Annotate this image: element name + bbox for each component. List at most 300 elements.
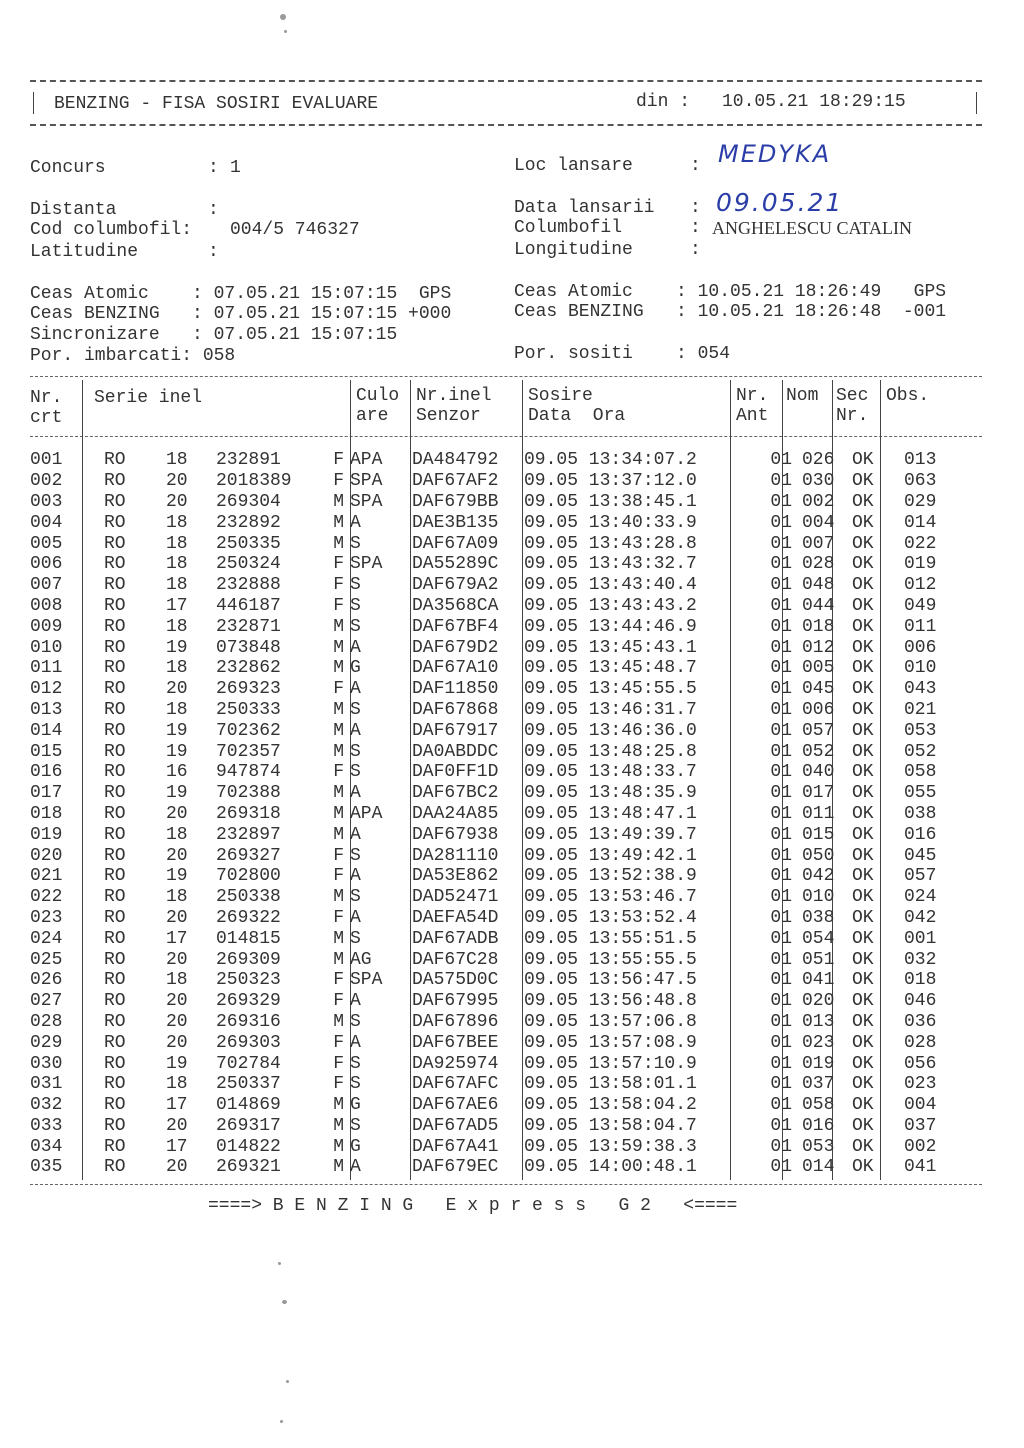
- col-senzor: Senzor: [416, 406, 481, 426]
- row-nom: 002: [802, 491, 835, 512]
- row-antenna: 01: [770, 491, 792, 512]
- row-color: A: [350, 637, 361, 658]
- row-sex: F: [333, 554, 344, 575]
- row-obs: 052: [904, 741, 937, 762]
- row-nr-crt: 019: [30, 824, 63, 845]
- row-color: S: [350, 741, 361, 762]
- row-color: A: [350, 866, 361, 887]
- row-arrival-time: 09.05 13:46:31.7: [524, 699, 697, 720]
- row-country: RO: [104, 866, 126, 887]
- row-sex: M: [333, 803, 344, 824]
- sincronizare: Sincronizare : 07.05.21 15:07:15: [30, 325, 398, 345]
- row-antenna: 01: [770, 1053, 792, 1074]
- row-nr-crt: 032: [30, 1095, 63, 1116]
- row-sex: M: [333, 637, 344, 658]
- table-row: [30, 845, 964, 866]
- row-ring-year: 18: [166, 887, 188, 908]
- row-ring-year: 20: [166, 471, 188, 492]
- scan-speck: [280, 14, 286, 20]
- loc-lansare-label: Loc lansare: [514, 156, 633, 176]
- row-ring-number: 269317: [216, 1115, 281, 1136]
- header-top-rule: [30, 80, 982, 82]
- row-country: RO: [104, 512, 126, 533]
- row-color: SPA: [350, 970, 383, 991]
- table-row: [30, 1116, 964, 1137]
- table-row: [30, 471, 964, 492]
- table-row: [30, 887, 964, 908]
- row-color: APA: [350, 803, 383, 824]
- row-sensor-ring: DAF67BC2: [412, 783, 499, 804]
- row-obs: 058: [904, 762, 937, 783]
- row-antenna: 01: [770, 970, 792, 991]
- row-nr-crt: 013: [30, 699, 63, 720]
- row-nom: 045: [802, 679, 835, 700]
- ceas-benzing-start: Ceas BENZING : 07.05.21 15:07:15 +000: [30, 304, 452, 324]
- row-ring-number: 269327: [216, 845, 281, 866]
- row-arrival-time: 09.05 13:48:47.1: [524, 803, 697, 824]
- row-ring-year: 18: [166, 1074, 188, 1095]
- row-arrival-time: 09.05 14:00:48.1: [524, 1157, 697, 1178]
- row-sex: M: [333, 887, 344, 908]
- row-country: RO: [104, 991, 126, 1012]
- row-ring-year: 18: [166, 450, 188, 471]
- row-sec: OK: [852, 949, 874, 970]
- table-row: [30, 616, 964, 637]
- table-row: [30, 908, 964, 929]
- row-ring-year: 20: [166, 1032, 188, 1053]
- row-sec: OK: [852, 554, 874, 575]
- row-antenna: 01: [770, 471, 792, 492]
- arrivals-table: [30, 450, 964, 1178]
- row-color: S: [350, 1053, 361, 1074]
- row-ring-year: 17: [166, 1136, 188, 1157]
- row-color: A: [350, 907, 361, 928]
- concurs-label: Concurs: [30, 158, 106, 178]
- table-row: [30, 512, 964, 533]
- row-nr-crt: 012: [30, 679, 63, 700]
- row-ring-year: 17: [166, 928, 188, 949]
- row-antenna: 01: [770, 928, 792, 949]
- row-ring-number: 250333: [216, 699, 281, 720]
- data-lansarii-value: 09.05.21: [716, 188, 844, 217]
- row-obs: 006: [904, 637, 937, 658]
- row-sec: OK: [852, 928, 874, 949]
- row-color: S: [350, 1011, 361, 1032]
- row-color: S: [350, 1074, 361, 1095]
- row-sensor-ring: DA3568CA: [412, 595, 499, 616]
- row-sec: OK: [852, 575, 874, 596]
- row-color: S: [350, 762, 361, 783]
- row-sec: OK: [852, 991, 874, 1012]
- concurs-value: 1: [230, 158, 241, 178]
- row-ring-number: 269322: [216, 907, 281, 928]
- row-nom: 016: [802, 1115, 835, 1136]
- row-country: RO: [104, 741, 126, 762]
- row-sec: OK: [852, 1053, 874, 1074]
- ceas-atomic-end: Ceas Atomic : 10.05.21 18:26:49 GPS: [514, 282, 947, 302]
- row-nr-crt: 024: [30, 928, 63, 949]
- row-antenna: 01: [770, 762, 792, 783]
- table-header-top-rule: [30, 376, 982, 377]
- row-sensor-ring: DAF67A09: [412, 533, 499, 554]
- row-arrival-time: 09.05 13:38:45.1: [524, 491, 697, 512]
- row-ring-number: 232862: [216, 658, 281, 679]
- row-ring-year: 20: [166, 679, 188, 700]
- footer-brand: ====> B E N Z I N G E x p r e s s G 2 <====: [208, 1196, 738, 1216]
- row-sensor-ring: DAF11850: [412, 679, 499, 700]
- row-nom: 052: [802, 741, 835, 762]
- row-arrival-time: 09.05 13:46:36.0: [524, 720, 697, 741]
- row-arrival-time: 09.05 13:43:43.2: [524, 595, 697, 616]
- ceas-benzing-end: Ceas BENZING : 10.05.21 18:26:48 -001: [514, 302, 947, 322]
- row-sensor-ring: DAF67AF2: [412, 471, 499, 492]
- row-sec: OK: [852, 866, 874, 887]
- row-nom: 042: [802, 866, 835, 887]
- row-nom: 012: [802, 637, 835, 658]
- row-sec: OK: [852, 491, 874, 512]
- row-nr-crt: 009: [30, 616, 63, 637]
- row-sec: OK: [852, 450, 874, 471]
- row-nr-crt: 033: [30, 1115, 63, 1136]
- row-ring-number: 014822: [216, 1136, 281, 1157]
- row-sensor-ring: DAF67AFC: [412, 1074, 499, 1095]
- row-ring-number: 232891: [216, 450, 281, 471]
- row-sec: OK: [852, 512, 874, 533]
- row-sensor-ring: DAF67995: [412, 991, 499, 1012]
- row-sensor-ring: DAA24A85: [412, 803, 499, 824]
- row-sex: F: [333, 970, 344, 991]
- row-sensor-ring: DAF67AD5: [412, 1115, 499, 1136]
- table-row: [30, 804, 964, 825]
- row-ring-number: 014869: [216, 1095, 281, 1116]
- row-sex: F: [333, 866, 344, 887]
- col-nom: Nom: [786, 386, 819, 406]
- report-title: BENZING - FISA SOSIRI EVALUARE: [54, 94, 379, 114]
- latitudine-colon: :: [208, 242, 219, 262]
- row-sensor-ring: DAF67A10: [412, 658, 499, 679]
- row-obs: 032: [904, 949, 937, 970]
- row-ring-number: 947874: [216, 762, 281, 783]
- row-ring-number: 702357: [216, 741, 281, 762]
- row-obs: 042: [904, 907, 937, 928]
- row-nom: 030: [802, 471, 835, 492]
- row-sec: OK: [852, 1011, 874, 1032]
- row-obs: 055: [904, 783, 937, 804]
- row-nr-crt: 021: [30, 866, 63, 887]
- row-obs: 018: [904, 970, 937, 991]
- row-obs: 056: [904, 1053, 937, 1074]
- row-ring-number: 250323: [216, 970, 281, 991]
- row-sex: M: [333, 616, 344, 637]
- row-sec: OK: [852, 1157, 874, 1178]
- row-nr-crt: 010: [30, 637, 63, 658]
- columbofil-colon: :: [690, 218, 701, 238]
- row-nr-crt: 018: [30, 803, 63, 824]
- row-sex: M: [333, 1011, 344, 1032]
- row-ring-number: 232892: [216, 512, 281, 533]
- row-sex: M: [333, 1136, 344, 1157]
- data-lansarii-colon: :: [690, 198, 701, 218]
- row-nr-crt: 034: [30, 1136, 63, 1157]
- data-lansarii-label: Data lansarii: [514, 198, 655, 218]
- row-nom: 038: [802, 907, 835, 928]
- row-antenna: 01: [770, 533, 792, 554]
- row-arrival-time: 09.05 13:45:43.1: [524, 637, 697, 658]
- row-obs: 036: [904, 1011, 937, 1032]
- row-ring-year: 20: [166, 845, 188, 866]
- row-sensor-ring: DAF67C28: [412, 949, 499, 970]
- porumbei-sositi: Por. sositi : 054: [514, 344, 731, 364]
- table-row: [30, 970, 964, 991]
- row-country: RO: [104, 1136, 126, 1157]
- row-sex: F: [333, 907, 344, 928]
- row-country: RO: [104, 928, 126, 949]
- row-nr-crt: 022: [30, 887, 63, 908]
- row-sec: OK: [852, 637, 874, 658]
- row-country: RO: [104, 887, 126, 908]
- row-arrival-time: 09.05 13:57:06.8: [524, 1011, 697, 1032]
- row-color: A: [350, 783, 361, 804]
- row-antenna: 01: [770, 616, 792, 637]
- row-arrival-time: 09.05 13:53:52.4: [524, 907, 697, 928]
- row-nr-crt: 020: [30, 845, 63, 866]
- row-ring-year: 19: [166, 783, 188, 804]
- row-ring-number: 702800: [216, 866, 281, 887]
- row-color: S: [350, 1115, 361, 1136]
- row-nom: 057: [802, 720, 835, 741]
- row-ring-year: 19: [166, 866, 188, 887]
- row-sensor-ring: DA484792: [412, 450, 499, 471]
- row-sex: F: [333, 471, 344, 492]
- row-antenna: 01: [770, 949, 792, 970]
- row-ring-number: 232897: [216, 824, 281, 845]
- row-ring-number: 232888: [216, 575, 281, 596]
- row-nom: 006: [802, 699, 835, 720]
- col-sosire: Sosire: [528, 386, 593, 406]
- row-sec: OK: [852, 1095, 874, 1116]
- row-antenna: 01: [770, 887, 792, 908]
- row-nom: 011: [802, 803, 835, 824]
- row-sensor-ring: DAE3B135: [412, 512, 499, 533]
- row-sensor-ring: DAF67938: [412, 824, 499, 845]
- col-sec-bottom: Nr.: [836, 406, 869, 426]
- row-ring-number: 250324: [216, 554, 281, 575]
- table-row: [30, 1157, 964, 1178]
- row-ring-number: 269303: [216, 1032, 281, 1053]
- col-obs: Obs.: [886, 386, 930, 406]
- row-ring-number: 269323: [216, 679, 281, 700]
- row-sex: M: [333, 491, 344, 512]
- table-row: [30, 575, 964, 596]
- row-sex: M: [333, 1157, 344, 1178]
- row-nr-crt: 017: [30, 783, 63, 804]
- row-sec: OK: [852, 1074, 874, 1095]
- row-ring-year: 17: [166, 1095, 188, 1116]
- row-sex: M: [333, 824, 344, 845]
- scan-speck: [286, 1380, 289, 1383]
- row-sensor-ring: DAF67896: [412, 1011, 499, 1032]
- row-color: A: [350, 1157, 361, 1178]
- table-row: [30, 1074, 964, 1095]
- row-antenna: 01: [770, 658, 792, 679]
- row-ring-year: 20: [166, 1115, 188, 1136]
- row-sec: OK: [852, 1032, 874, 1053]
- row-country: RO: [104, 1032, 126, 1053]
- row-sec: OK: [852, 887, 874, 908]
- row-ring-number: 269321: [216, 1157, 281, 1178]
- row-obs: 041: [904, 1157, 937, 1178]
- scan-speck: [280, 1420, 283, 1423]
- row-nr-crt: 026: [30, 970, 63, 991]
- row-nr-crt: 002: [30, 471, 63, 492]
- row-arrival-time: 09.05 13:52:38.9: [524, 866, 697, 887]
- row-nom: 017: [802, 783, 835, 804]
- row-nom: 028: [802, 554, 835, 575]
- row-ring-number: 702362: [216, 720, 281, 741]
- row-nr-crt: 011: [30, 658, 63, 679]
- row-nom: 040: [802, 762, 835, 783]
- row-ring-number: 269318: [216, 803, 281, 824]
- loc-lansare-value: MEDYKA: [718, 140, 832, 168]
- row-country: RO: [104, 575, 126, 596]
- latitudine-label: Latitudine: [30, 242, 139, 262]
- row-color: SPA: [350, 491, 383, 512]
- row-sec: OK: [852, 1136, 874, 1157]
- row-antenna: 01: [770, 512, 792, 533]
- row-obs: 045: [904, 845, 937, 866]
- row-nr-crt: 005: [30, 533, 63, 554]
- row-ring-year: 18: [166, 575, 188, 596]
- row-sex: F: [333, 450, 344, 471]
- col-nr-ant-top: Nr.: [736, 386, 769, 406]
- row-sensor-ring: DA925974: [412, 1053, 499, 1074]
- row-ring-year: 18: [166, 554, 188, 575]
- row-arrival-time: 09.05 13:34:07.2: [524, 450, 697, 471]
- row-arrival-time: 09.05 13:45:55.5: [524, 679, 697, 700]
- row-sec: OK: [852, 783, 874, 804]
- col-crt: crt: [30, 408, 63, 428]
- row-arrival-time: 09.05 13:59:38.3: [524, 1136, 697, 1157]
- row-country: RO: [104, 1095, 126, 1116]
- row-color: S: [350, 595, 361, 616]
- row-sec: OK: [852, 762, 874, 783]
- row-color: SPA: [350, 554, 383, 575]
- row-sec: OK: [852, 803, 874, 824]
- row-country: RO: [104, 970, 126, 991]
- row-color: A: [350, 679, 361, 700]
- row-ring-year: 18: [166, 824, 188, 845]
- row-ring-year: 16: [166, 762, 188, 783]
- row-color: A: [350, 512, 361, 533]
- row-country: RO: [104, 1115, 126, 1136]
- row-antenna: 01: [770, 575, 792, 596]
- row-sex: M: [333, 512, 344, 533]
- row-nom: 018: [802, 616, 835, 637]
- row-obs: 046: [904, 991, 937, 1012]
- row-country: RO: [104, 845, 126, 866]
- row-ring-number: 014815: [216, 928, 281, 949]
- row-antenna: 01: [770, 866, 792, 887]
- ceas-atomic-start: Ceas Atomic : 07.05.21 15:07:15 GPS: [30, 284, 452, 304]
- row-antenna: 01: [770, 1095, 792, 1116]
- row-color: A: [350, 824, 361, 845]
- row-obs: 029: [904, 491, 937, 512]
- row-sensor-ring: DAF67A41: [412, 1136, 499, 1157]
- row-country: RO: [104, 1011, 126, 1032]
- row-antenna: 01: [770, 450, 792, 471]
- row-color: G: [350, 1095, 361, 1116]
- row-nom: 015: [802, 824, 835, 845]
- row-country: RO: [104, 554, 126, 575]
- row-sex: F: [333, 762, 344, 783]
- row-nom: 041: [802, 970, 835, 991]
- row-antenna: 01: [770, 907, 792, 928]
- table-row: [30, 533, 964, 554]
- row-ring-year: 20: [166, 949, 188, 970]
- row-antenna: 01: [770, 1136, 792, 1157]
- scan-speck: [282, 1300, 287, 1304]
- row-nom: 005: [802, 658, 835, 679]
- row-sensor-ring: DAF67868: [412, 699, 499, 720]
- row-ring-year: 18: [166, 533, 188, 554]
- row-ring-year: 20: [166, 907, 188, 928]
- row-nom: 020: [802, 991, 835, 1012]
- row-ring-year: 19: [166, 637, 188, 658]
- row-ring-year: 18: [166, 512, 188, 533]
- row-arrival-time: 09.05 13:55:51.5: [524, 928, 697, 949]
- row-color: S: [350, 887, 361, 908]
- row-ring-year: 18: [166, 970, 188, 991]
- row-sensor-ring: DAF679BB: [412, 491, 499, 512]
- table-row: [30, 637, 964, 658]
- row-sec: OK: [852, 699, 874, 720]
- row-sex: F: [333, 1032, 344, 1053]
- row-antenna: 01: [770, 845, 792, 866]
- row-sex: F: [333, 1074, 344, 1095]
- table-row: [30, 949, 964, 970]
- row-sex: M: [333, 1115, 344, 1136]
- row-nr-crt: 015: [30, 741, 63, 762]
- table-row: [30, 1095, 964, 1116]
- row-obs: 002: [904, 1136, 937, 1157]
- row-ring-number: 250338: [216, 887, 281, 908]
- row-sec: OK: [852, 970, 874, 991]
- row-obs: 037: [904, 1115, 937, 1136]
- row-nom: 007: [802, 533, 835, 554]
- row-sex: F: [333, 991, 344, 1012]
- row-arrival-time: 09.05 13:48:25.8: [524, 741, 697, 762]
- row-obs: 010: [904, 658, 937, 679]
- row-color: SPA: [350, 471, 383, 492]
- row-country: RO: [104, 783, 126, 804]
- table-row: [30, 679, 964, 700]
- row-obs: 013: [904, 450, 937, 471]
- row-ring-number: 269309: [216, 949, 281, 970]
- row-ring-year: 18: [166, 658, 188, 679]
- table-row: [30, 991, 964, 1012]
- row-nom: 048: [802, 575, 835, 596]
- row-nom: 050: [802, 845, 835, 866]
- row-sec: OK: [852, 824, 874, 845]
- row-ring-number: 073848: [216, 637, 281, 658]
- col-culoare-top: Culo: [356, 386, 400, 406]
- row-obs: 004: [904, 1095, 937, 1116]
- row-antenna: 01: [770, 1157, 792, 1178]
- row-sec: OK: [852, 1115, 874, 1136]
- table-row: [30, 554, 964, 575]
- row-ring-year: 17: [166, 595, 188, 616]
- row-ring-number: 269316: [216, 1011, 281, 1032]
